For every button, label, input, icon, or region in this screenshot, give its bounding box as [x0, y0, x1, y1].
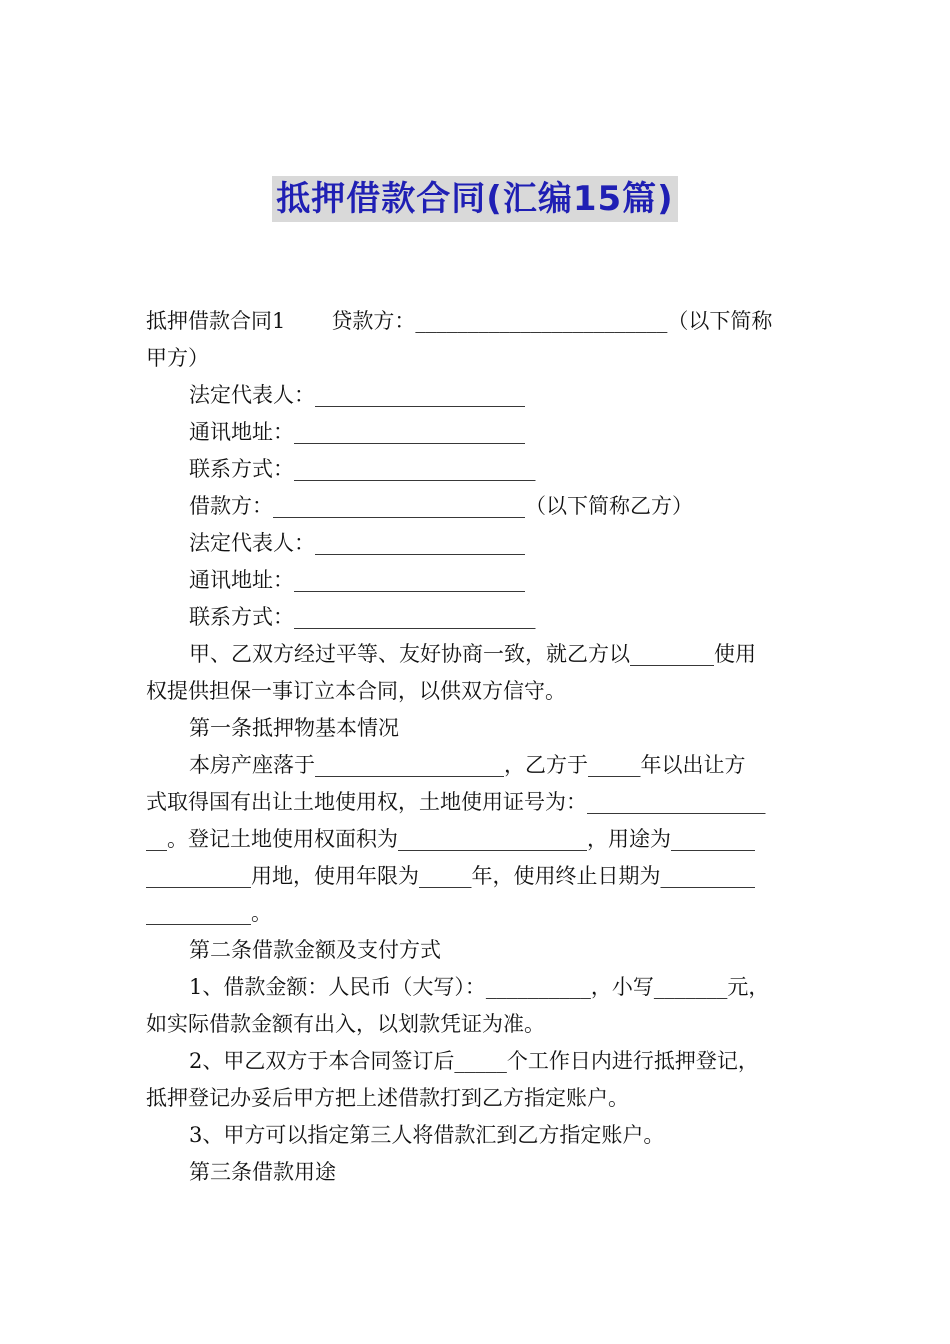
paragraph-text: 如实际借款金额有出入，以划款凭证为准。 — [146, 1012, 545, 1036]
text-line-9 — [146, 599, 808, 636]
text-line-21 — [146, 1043, 808, 1080]
paragraph-text: 用地，使用年限为 — [251, 864, 419, 888]
text-line-16 — [146, 858, 808, 895]
paragraph-text: ，用途为 — [587, 827, 671, 851]
field-blank: _______ — [653, 975, 728, 999]
paragraph-text: 2、甲乙双方于本合同签订后 — [189, 1049, 455, 1073]
field-blank: _______________________ — [294, 457, 536, 481]
text-line-2 — [146, 340, 808, 377]
field-label: 通讯地址： — [189, 420, 294, 444]
text-line-17 — [146, 895, 808, 932]
field-label: 法定代表人： — [189, 531, 315, 555]
paragraph-text: 。 — [251, 901, 272, 925]
contract-body — [146, 303, 808, 1191]
paragraph-text: 个工作日内进行抵押登记， — [506, 1049, 759, 1073]
section-heading: 第二条借款金额及支付方式 — [189, 938, 441, 962]
field-label: 联系方式： — [189, 457, 294, 481]
field-blank: ______________________ — [294, 420, 525, 444]
text-line-19 — [146, 969, 808, 1006]
field-label: 借款方： — [189, 494, 273, 518]
field-blank: ________ — [630, 642, 714, 666]
field-blank: _____ — [419, 864, 472, 888]
paragraph-text: 权提供担保一事订立本合同，以供双方信守。 — [146, 679, 566, 703]
field-blank: __________________ — [398, 827, 587, 851]
text-line-22 — [146, 1080, 808, 1117]
text-line-18 — [146, 932, 808, 969]
paragraph-text: 本房产座落于 — [189, 753, 315, 777]
text-line-4 — [146, 414, 808, 451]
field-blank: ________ — [671, 827, 755, 851]
text-line-11 — [146, 673, 808, 710]
lender-blank: ________________________ — [415, 309, 668, 333]
lender-note: （以下简称 — [667, 309, 773, 333]
field-label: 通讯地址： — [189, 568, 294, 592]
text-line-7 — [146, 525, 808, 562]
paragraph-text: 年，使用终止日期为 — [471, 864, 661, 888]
field-blank: __ — [146, 827, 167, 851]
field-blank: _________ — [660, 864, 755, 888]
text-line-20 — [146, 1006, 808, 1043]
document-title: 抵押借款合同(汇编15篇) — [272, 176, 677, 222]
text-line-3 — [146, 377, 808, 414]
text-line-13 — [146, 747, 808, 784]
text-line-10 — [146, 636, 808, 673]
section-heading: 第三条借款用途 — [189, 1160, 336, 1184]
lender-note-end: 甲方） — [146, 346, 209, 370]
paragraph-text: 年以出让方 — [640, 753, 746, 777]
paragraph-text: 使用 — [714, 642, 756, 666]
field-blank: _____ — [588, 753, 641, 777]
text-line-24 — [146, 1154, 808, 1191]
text-line-15 — [146, 821, 808, 858]
paragraph-text: 1、借款金额：人民币（大写）： — [189, 975, 486, 999]
field-blank: _________________ — [587, 790, 766, 814]
field-blank: ____________________ — [315, 531, 525, 555]
section-heading: 第一条抵押物基本情况 — [189, 716, 399, 740]
text-line-8 — [146, 562, 808, 599]
field-blank: ______________________ — [294, 568, 525, 592]
text-line-12 — [146, 710, 808, 747]
paragraph-text: 式取得国有出让土地使用权，土地使用证号为： — [146, 790, 587, 814]
paragraph-text: 抵押登记办妥后甲方把上述借款打到乙方指定账户。 — [146, 1086, 629, 1110]
field-blank: ________________________ — [273, 494, 525, 518]
title-wrap — [0, 176, 950, 222]
paragraph-text: 甲、乙双方经过平等、友好协商一致，就乙方以 — [189, 642, 630, 666]
field-blank: __________________ — [315, 753, 504, 777]
text-line-1 — [146, 303, 808, 340]
field-blank: _______________________ — [294, 605, 536, 629]
paragraph-text: ，乙方于 — [504, 753, 588, 777]
borrower-note: （以下简称乙方） — [525, 494, 693, 518]
field-label: 法定代表人： — [189, 383, 315, 407]
lender-label: 贷款方： — [331, 309, 416, 333]
text-line-6 — [146, 488, 808, 525]
field-blank: _____ — [454, 1049, 507, 1073]
paragraph-text: 元， — [727, 975, 770, 999]
field-blank: __________ — [146, 864, 251, 888]
field-blank: __________ — [146, 901, 251, 925]
contract-heading: 抵押借款合同1 — [146, 309, 286, 333]
text-line-23 — [146, 1117, 808, 1154]
field-blank: __________ — [485, 975, 591, 999]
text-line-14 — [146, 784, 808, 821]
paragraph-text: ，小写 — [590, 975, 654, 999]
paragraph-text: 3、甲方可以指定第三人将借款汇到乙方指定账户。 — [189, 1123, 665, 1147]
paragraph-text: 。登记土地使用权面积为 — [167, 827, 398, 851]
field-label: 联系方式： — [189, 605, 294, 629]
text-line-5 — [146, 451, 808, 488]
field-blank: ____________________ — [315, 383, 525, 407]
